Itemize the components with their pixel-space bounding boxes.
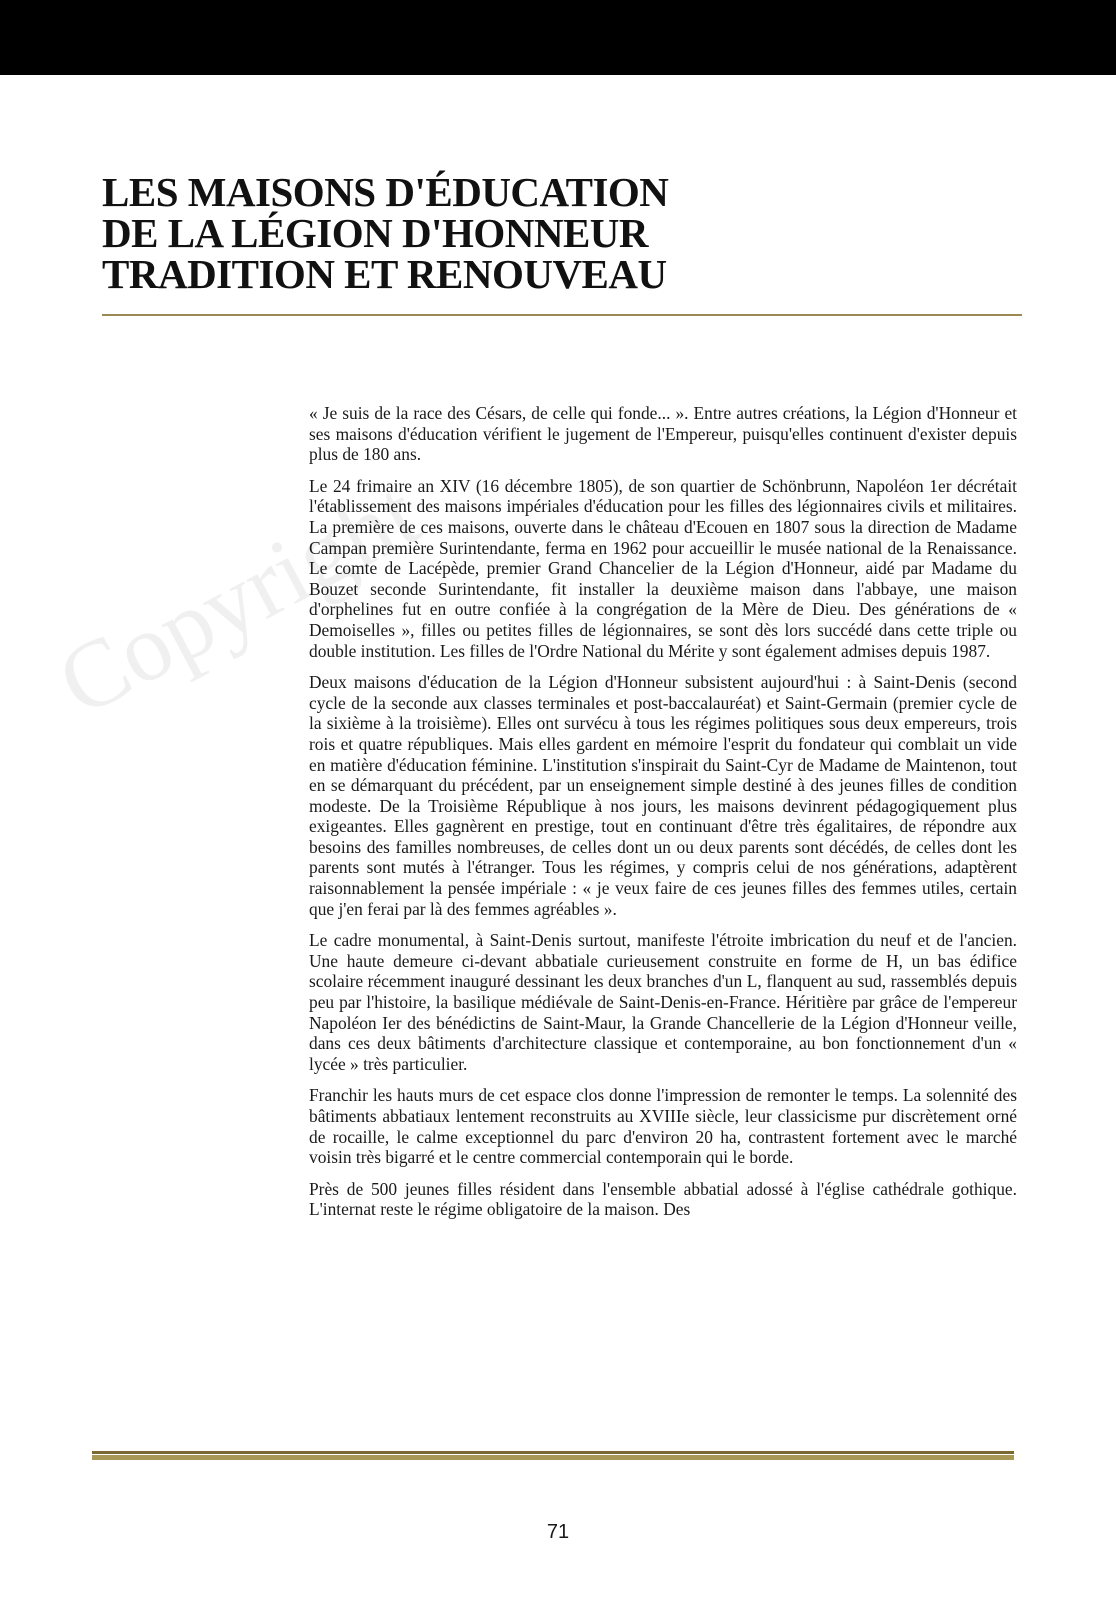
paragraph-1: « Je suis de la race des Césars, de celle qui fonde... ». Entre autres créations, la Légion d'Honneur et ses maisons d'éducation vérifient le jugement de l'Empereur, puisqu'elles continuent d'exister depuis plus de 180 ans.	[309, 403, 1017, 465]
paragraph-5: Franchir les hauts murs de cet espace clos donne l'impression de remonter le temps. La solennité des bâtiments abbatiaux lentement reconstruits au XVIIIe siècle, leur classicisme pur discrètement orné de rocaille, le calme exceptionnel du parc d'environ 20 ha, contrastent fortement avec le marché voisin très bigarré et le centre commercial contemporain qui le borde.	[309, 1085, 1017, 1168]
title-line-1: LES MAISONS D'ÉDUCATION	[102, 169, 669, 215]
page-title	[102, 169, 1022, 297]
title-line-3: TRADITION ET RENOUVEAU	[102, 251, 667, 297]
footer-divider	[92, 1451, 1014, 1460]
top-black-band	[0, 0, 1116, 75]
paragraph-3: Deux maisons d'éducation de la Légion d'Honneur subsistent aujourd'hui : à Saint-Denis (second cycle de la seconde aux classes terminales et post-baccalauréat) et Saint-Germain (premier cycle de la sixième à la troisième). Elles ont survécu à tous les régimes politiques sous deux empereurs, trois rois et quatre républiques. Mais elles gardent en mémoire l'esprit du fondateur qui comblait un vide en matière d'éducation féminine. L'institution s'inspirait du Saint-Cyr de Madame de Maintenon, tout en se démarquant du précédent, par un enseignement simple destiné à des jeunes filles de condition modeste. De la Troisième République à nos jours, les maisons devinrent pédagogiquement plus exigeantes. Elles gagnèrent en prestige, tout en continuant d'être très égalitaires, de répondre aux besoins des familles nombreuses, de celles dont un ou deux parents sont décédés, de celles dont les parents sont mutés à l'étranger. Tous les régimes, y compris celui de nos générations, adaptèrent raisonnablement la pensée impériale : « je veux faire de ces jeunes filles des femmes utiles, certain que j'en ferai par là des femmes agréables ».	[309, 672, 1017, 919]
copyright-watermark: Copyright	[40, 458, 435, 737]
paragraph-6: Près de 500 jeunes filles résident dans l'ensemble abbatial adossé à l'église cathédrale gothique. L'internat reste le régime obligatoire de la maison. Des	[309, 1178, 1017, 1220]
title-divider	[102, 314, 1022, 316]
paragraph-4: Le cadre monumental, à Saint-Denis surtout, manifeste l'étroite imbrication du neuf et de l'ancien. Une haute demeure ci-devant abbatiale curieusement construite en forme de H, un bas édifice scolaire récemment inauguré dessinant les deux branches d'un L, flanquent au sud, rassemblés depuis peu par l'histoire, la basilique médiévale de Saint-Denis-en-France. Héritière par grâce de l'empereur Napoléon Ier des bénédictins de Saint-Maur, la Grande Chancellerie de la Légion d'Honneur veille, dans ces deux bâtiments d'architecture classique et contemporaine, au bon fonctionnement d'un « lycée » très particulier.	[309, 930, 1017, 1074]
title-line-2: DE LA LÉGION D'HONNEUR	[102, 210, 649, 256]
article-body	[309, 403, 1017, 1231]
paragraph-2: Le 24 frimaire an XIV (16 décembre 1805), de son quartier de Schönbrunn, Napoléon 1er décrétait l'établissement des maisons impériales d'éducation pour les filles des légionnaires civils et militaires. La première de ces maisons, ouverte dans le château d'Ecouen en 1807 sous la direction de Madame Campan première Surintendante, ferma en 1962 pour accueillir le musée national de la Renaissance. Le comte de Lacépède, premier Grand Chancelier de la Légion d'Honneur, aidé par Madame du Bouzet seconde Surintendante, fit installer la deuxième maison dans l'abbaye, une maison d'orphelines fut en outre confiée à la congrégation de la Mère de Dieu. Des générations de « Demoiselles », filles ou petites filles de légionnaires, se sont dès lors succédé dans cette triple ou double institution. Les filles de l'Ordre National du Mérite y sont également admises depuis 1987.	[309, 475, 1017, 661]
page-number: 71	[546, 1521, 570, 1543]
